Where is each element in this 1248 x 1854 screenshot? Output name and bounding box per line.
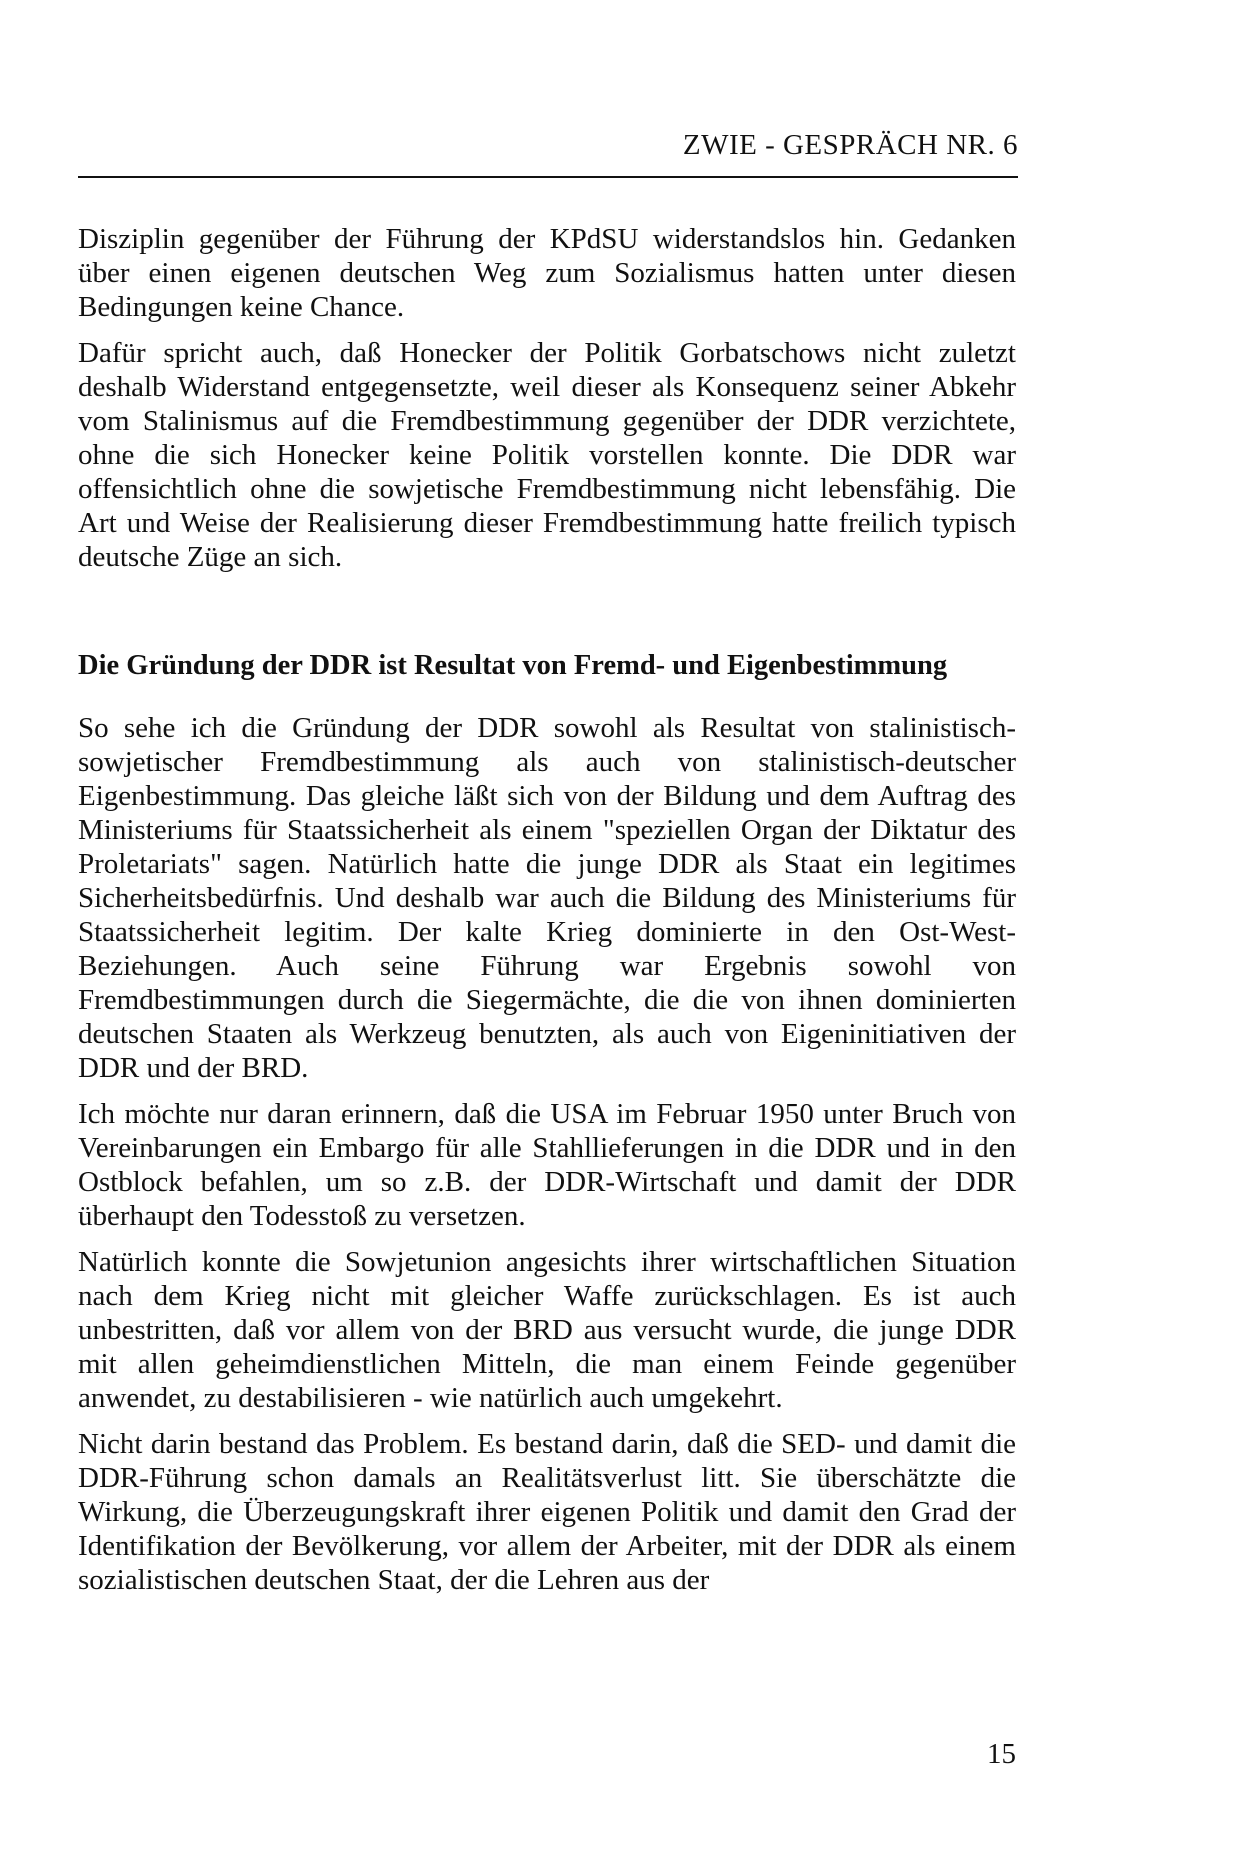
paragraph: Disziplin gegenüber der Führung der KPdSU widerstandslos hin. Gedanken über einen eigenen deutschen Weg zum Sozialismus hatten unter diesen Bedingungen keine Chance.: [78, 223, 1016, 323]
paragraph: Dafür spricht auch, daß Honecker der Politik Gorbatschows nicht zuletzt deshalb Widerstand entgegensetzte, weil dieser als Konsequenz seiner Abkehr vom Stalinismus auf die Fremdbestimmung gegenüber der DDR verzichtete, ohne die sich Honecker keine Politik vorstellen konnte. Die DDR war offensichtlich ohne die sowjetische Fremdbestimmung nicht lebensfähig. Die Art und Weise der Realisierung dieser Fremdbestimmung hatte freilich typisch deutsche Züge an sich.: [78, 337, 1016, 573]
paragraph: Ich möchte nur daran erinnern, daß die USA im Februar 1950 unter Bruch von Vereinbarungen ein Embargo für alle Stahllieferungen in die DDR und in den Ostblock befahlen, um so z.B. der DDR-Wirtschaft und damit der DDR überhaupt den Todesstoß zu versetzen.: [78, 1098, 1016, 1232]
running-header: ZWIE - GESPRÄCH NR. 6: [682, 129, 1018, 161]
page-number: 15: [987, 1738, 1016, 1770]
header-divider: [78, 176, 1018, 178]
paragraph: Natürlich konnte die Sowjetunion angesichts ihrer wirtschaftlichen Situation nach dem Krieg nicht mit gleicher Waffe zurückschlagen. Es ist auch unbestritten, daß vor allem von der BRD aus versucht wurde, die junge DDR mit allen geheimdienstlichen Mitteln, die man einem Feinde gegenüber anwendet, zu destabilisieren - wie natürlich auch umgekehrt.: [78, 1246, 1016, 1414]
body-text: [78, 222, 1016, 1597]
section-heading: Die Gründung der DDR ist Resultat von Fremd- und Eigenbestimmung: [78, 650, 948, 681]
paragraph: Nicht darin bestand das Problem. Es bestand darin, daß die SED- und damit die DDR-Führung schon damals an Realitätsverlust litt. Sie überschätzte die Wirkung, die Überzeugungskraft ihrer eigenen Politik und damit den Grad der Identifikation der Bevölkerung, vor allem der Arbeiter, mit der DDR als einem sozialistischen deutschen Staat, der die Lehren aus der: [78, 1428, 1016, 1596]
paragraph: So sehe ich die Gründung der DDR sowohl als Resultat von stalinistisch-sowjetischer Fremdbestimmung als auch von stalinistisch-deutscher Eigenbestimmung. Das gleiche läßt sich von der Bildung und dem Auftrag des Ministeriums für Staatssicherheit als einem "speziellen Organ der Diktatur des Proletariats" sagen. Natürlich hatte die junge DDR als Staat ein legitimes Sicherheitsbedürfnis. Und deshalb war auch die Bildung des Ministeriums für Staatssicherheit legitim. Der kalte Krieg dominierte in den Ost-West-Beziehungen. Auch seine Führung war Ergebnis sowohl von Fremdbestimmungen durch die Siegermächte, die die von ihnen dominierten deutschen Staaten als Werkzeug benutzten, als auch von Eigeninitiativen der DDR und der BRD.: [78, 712, 1016, 1084]
